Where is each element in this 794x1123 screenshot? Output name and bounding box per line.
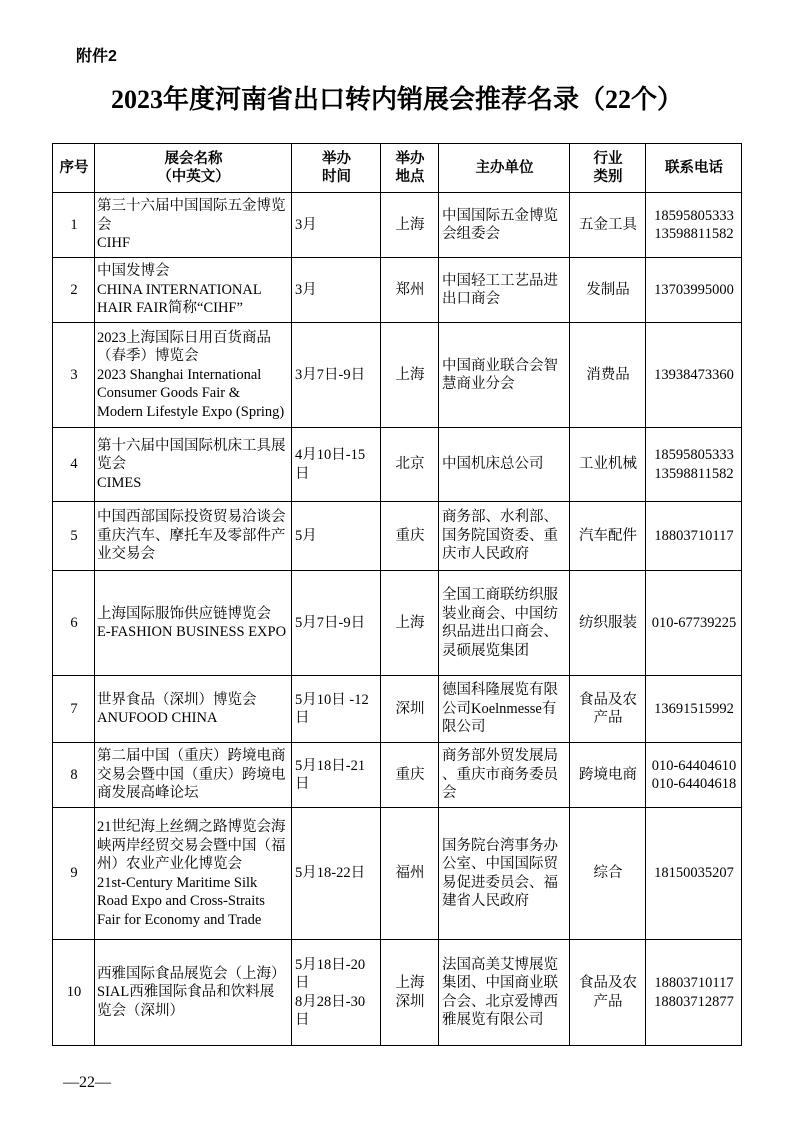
cell-line: ANUFOOD CHINA [97, 710, 218, 726]
cell-line: 汽车配件 [579, 527, 637, 544]
cell-time [292, 323, 381, 428]
cell-line: 5月18日-21 [295, 757, 366, 774]
header-no [53, 144, 95, 193]
cell-line: 010-64404610 [651, 757, 737, 774]
cell-line: 综合 [593, 865, 623, 882]
cell-line: 010-64404618 [651, 776, 737, 792]
cell-line: 州）农业产业化博览会 [97, 856, 242, 872]
cell-line: 13938473360 [654, 366, 734, 383]
table-row [53, 676, 742, 743]
cell-line: 13598811582 [654, 465, 734, 482]
cell-line: 出口商会 [442, 291, 500, 307]
cell-line: 18595805333 [654, 207, 734, 224]
cell-phone [646, 428, 742, 502]
cell-name [95, 676, 292, 743]
header-phone [646, 144, 742, 193]
cell-name [95, 428, 292, 502]
cell-line: 建省人民政府 [442, 893, 529, 909]
cell-time [292, 502, 381, 571]
cell-organizer [439, 940, 570, 1046]
cell-line: 日 [295, 776, 310, 792]
header-place [381, 144, 439, 193]
cell-line: 上海 [395, 614, 425, 631]
header-line: 类别 [593, 169, 623, 185]
cell-line: 重庆汽车、摩托车及零部件产 [97, 527, 286, 544]
cell-organizer [439, 428, 570, 502]
cell-line: 商务部、水利部、 [442, 509, 558, 526]
cell-category [570, 258, 646, 323]
cell-phone [646, 193, 742, 258]
cell-line: 上海 [395, 975, 425, 991]
cell-line: 北京 [395, 456, 425, 473]
cell-line: 中国国际五金博览 [442, 207, 558, 224]
header-category [570, 144, 646, 193]
cell-organizer [439, 571, 570, 676]
cell-line: CIMES [97, 474, 142, 491]
cell-phone [646, 258, 742, 323]
cell-line: 产品 [593, 710, 623, 726]
cell-line: 商发展高峰论坛 [97, 785, 199, 802]
cell-line: Consumer Goods Fair & [97, 385, 240, 402]
cell-line: 重庆 [395, 527, 425, 544]
cell-line: Fair for Economy and Trade [97, 911, 262, 928]
cell-line: 18803710117 [654, 975, 734, 991]
header-organizer [439, 144, 570, 193]
cell-line: 织品进出口商会、 [442, 624, 558, 640]
cell-line: 合会、北京爱博西 [442, 993, 558, 1010]
table-row [53, 940, 742, 1046]
cell-no: 1 [53, 193, 95, 258]
cell-time [292, 571, 381, 676]
cell-line: 法国高美艾博展览 [442, 956, 558, 973]
cell-line: 深圳 [395, 993, 425, 1010]
cell-line: （春季）博览会 [97, 348, 199, 365]
cell-line: 第三十六届中国国际五金博览 [97, 198, 286, 215]
cell-organizer [439, 502, 570, 571]
cell-line: 010-67739225 [651, 614, 737, 631]
cell-line: 中国西部国际投资贸易洽谈会 [97, 509, 286, 526]
cell-line: 德国科隆展览有限 [442, 682, 558, 699]
cell-line: 深圳 [395, 700, 425, 717]
cell-line: 工业机械 [579, 456, 637, 473]
cell-line: 5月7日-9日 [295, 614, 366, 631]
cell-category [570, 502, 646, 571]
cell-line: 灵硕展览集团 [442, 642, 529, 659]
cell-category [570, 808, 646, 940]
cell-line: 限公司 [442, 719, 486, 736]
cell-line: HAIR FAIR简称“CIHF” [97, 300, 243, 317]
cell-no: 2 [53, 258, 95, 323]
cell-line: 18150035207 [654, 865, 734, 882]
cell-line: 第十六届中国国际机床工具展 [97, 437, 286, 454]
cell-line: 装业商会、中国纺 [442, 605, 558, 622]
cell-category [570, 571, 646, 676]
cell-organizer [439, 193, 570, 258]
cell-place [381, 940, 439, 1046]
cell-organizer [439, 323, 570, 428]
cell-line: 2023上海国际日用百货商品 [97, 329, 271, 346]
cell-time [292, 193, 381, 258]
cell-line: Road Expo and Cross-Straits [97, 893, 265, 909]
table-row [53, 743, 742, 808]
cell-line: 纺织服装 [579, 614, 637, 631]
cell-phone [646, 323, 742, 428]
cell-line: 国务院国资委、重 [442, 527, 558, 544]
header-time [292, 144, 381, 193]
cell-no: 5 [53, 502, 95, 571]
cell-category [570, 323, 646, 428]
table-row [53, 571, 742, 676]
cell-line: CHINA INTERNATIONAL [97, 281, 262, 298]
cell-line: 13691515992 [654, 700, 734, 717]
cell-line: 13598811582 [654, 226, 734, 242]
cell-line: 公室、中国国际贸 [442, 856, 558, 872]
header-line: 主办单位 [475, 159, 534, 176]
cell-line: 雅展览有限公司 [442, 1012, 544, 1028]
cell-line: 5月18-22日 [295, 865, 366, 882]
cell-line: 交易会暨中国（重庆）跨境电 [97, 766, 286, 783]
cell-name [95, 808, 292, 940]
cell-name [95, 258, 292, 323]
cell-line: 产品 [593, 993, 623, 1010]
page-title: 2023年度河南省出口转内销展会推荐名录（22个） [110, 85, 683, 114]
cell-name [95, 940, 292, 1046]
cell-place [381, 193, 439, 258]
cell-no: 3 [53, 323, 95, 428]
cell-line: 13703995000 [654, 281, 734, 298]
table-header [53, 144, 742, 193]
cell-phone [646, 676, 742, 743]
cell-no: 10 [53, 940, 95, 1046]
cell-category [570, 428, 646, 502]
cell-line: 易促进委员会、福 [442, 874, 558, 891]
cell-time [292, 258, 381, 323]
header-line: 展会名称 [164, 150, 223, 167]
cell-no: 6 [53, 571, 95, 676]
table-row [53, 258, 742, 323]
cell-line: 慧商业分会 [442, 376, 515, 392]
cell-line: 览会 [97, 456, 126, 473]
cell-place [381, 323, 439, 428]
cell-place [381, 428, 439, 502]
header-line: 序号 [59, 159, 89, 176]
table-body [53, 193, 742, 1046]
cell-line: 消费品 [586, 366, 630, 383]
cell-line: 2023 Shanghai International [97, 366, 262, 383]
cell-line: CIHF [97, 235, 131, 252]
cell-line: 发制品 [586, 281, 630, 298]
header-name [95, 144, 292, 193]
cell-place [381, 258, 439, 323]
cell-line: 3月 [295, 281, 317, 298]
cell-name [95, 571, 292, 676]
cell-place [381, 502, 439, 571]
cell-name [95, 743, 292, 808]
header-line: 时间 [322, 169, 351, 185]
cell-line: 世界食品（深圳）博览会 [97, 691, 257, 708]
cell-line: 中国商业联合会智 [442, 357, 558, 374]
cell-place [381, 743, 439, 808]
cell-line: SIAL西雅国际食品和饮料展 [97, 984, 275, 1001]
cell-line: Modern Lifestyle Expo (Spring) [97, 403, 285, 420]
cell-line: 集团、中国商业联 [442, 975, 558, 991]
cell-line: 会 [97, 216, 112, 233]
cell-line: 食品及农 [579, 975, 637, 991]
cell-category [570, 676, 646, 743]
cell-line: 全国工商联纺织服 [442, 587, 558, 603]
cell-line: E-FASHION BUSINESS EXPO [97, 624, 287, 640]
cell-time [292, 676, 381, 743]
cell-line: 、重庆市商务委员 [442, 766, 558, 783]
cell-place [381, 571, 439, 676]
table-row [53, 502, 742, 571]
cell-line: 国务院台湾事务办 [442, 837, 558, 854]
cell-line: 上海国际服饰供应链博览会 [97, 605, 271, 622]
cell-phone [646, 940, 742, 1046]
header-line: （中英文） [157, 169, 230, 185]
cell-time [292, 743, 381, 808]
cell-name [95, 502, 292, 571]
cell-line: 跨境电商 [579, 766, 637, 783]
table-row [53, 808, 742, 940]
cell-organizer [439, 743, 570, 808]
cell-phone [646, 808, 742, 940]
cell-line: 21世纪海上丝绸之路博览会海 [97, 819, 286, 835]
cell-category [570, 743, 646, 808]
cell-line: 峡两岸经贸交易会暨中国（福 [97, 837, 286, 854]
cell-line: 8月28日-30 [295, 993, 366, 1010]
table-row [53, 193, 742, 258]
cell-line: 西雅国际食品展览会（上海） [97, 965, 286, 982]
cell-line: 3月 [295, 216, 317, 233]
header-line: 行业 [593, 150, 623, 167]
cell-line: 3月7日-9日 [295, 366, 366, 383]
cell-line: 日 [295, 465, 310, 482]
cell-phone [646, 502, 742, 571]
cell-line: 公司Koelnmesse有 [442, 700, 557, 717]
cell-line: 21st-Century Maritime Silk [97, 874, 258, 891]
page-number: —22— [63, 1074, 111, 1091]
cell-phone [646, 571, 742, 676]
cell-time [292, 808, 381, 940]
cell-line: 中国轻工工艺品进 [442, 272, 558, 289]
cell-line: 日 [295, 710, 310, 726]
cell-line: 览会（深圳） [97, 1002, 184, 1019]
exhibition-table [52, 143, 742, 1046]
cell-name [95, 193, 292, 258]
cell-time [292, 428, 381, 502]
table-row [53, 323, 742, 428]
cell-line: 5月18日-20 [295, 956, 366, 973]
header-line: 联系电话 [665, 159, 723, 176]
header-line: 地点 [395, 169, 425, 185]
cell-line: 郑州 [395, 281, 425, 298]
cell-line: 业交易会 [97, 546, 155, 563]
cell-time [292, 940, 381, 1046]
cell-no: 4 [53, 428, 95, 502]
table-row [53, 428, 742, 502]
cell-line: 福州 [395, 865, 425, 882]
cell-line: 5月10日 -12 [295, 691, 369, 708]
cell-name [95, 323, 292, 428]
cell-line: 上海 [395, 216, 425, 233]
cell-line: 庆市人民政府 [442, 546, 529, 563]
cell-line: 18595805333 [654, 447, 734, 463]
cell-no: 9 [53, 808, 95, 940]
cell-organizer [439, 676, 570, 743]
cell-phone [646, 743, 742, 808]
cell-line: 日 [295, 975, 310, 991]
cell-category [570, 193, 646, 258]
cell-line: 上海 [395, 366, 425, 383]
cell-line: 商务部外贸发展局 [442, 748, 558, 765]
cell-line: 会组委会 [442, 226, 500, 242]
cell-place [381, 808, 439, 940]
cell-line: 中国发博会 [97, 263, 170, 280]
header-row [53, 144, 742, 193]
attachment-label: 附件2 [76, 48, 117, 65]
cell-place [381, 676, 439, 743]
cell-line: 五金工具 [579, 216, 637, 233]
cell-line: 18803712877 [654, 993, 734, 1010]
cell-line: 食品及农 [579, 691, 637, 708]
cell-no: 7 [53, 676, 95, 743]
cell-line: 5月 [295, 527, 317, 544]
cell-organizer [439, 808, 570, 940]
header-line: 举办 [395, 150, 425, 167]
cell-line: 第二届中国（重庆）跨境电商 [97, 748, 286, 765]
cell-line: 18803710117 [654, 527, 734, 544]
cell-line: 日 [295, 1012, 310, 1028]
cell-line: 重庆 [395, 766, 425, 783]
cell-organizer [439, 258, 570, 323]
cell-category [570, 940, 646, 1046]
cell-line: 中国机床总公司 [442, 456, 544, 473]
header-line: 举办 [322, 150, 351, 167]
cell-no: 8 [53, 743, 95, 808]
cell-line: 会 [442, 785, 457, 802]
cell-line: 4月10日-15 [295, 447, 366, 463]
